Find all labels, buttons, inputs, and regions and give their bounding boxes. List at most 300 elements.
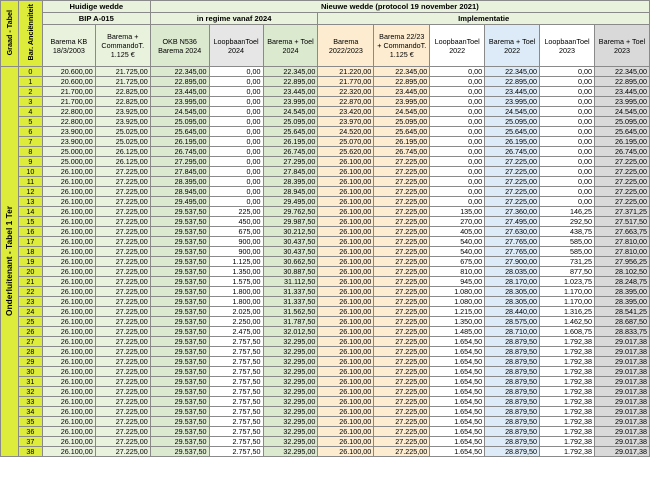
barema-toel-2024-cell[interactable]: 31.337,50 xyxy=(263,287,318,297)
barema-commandot-cell[interactable]: 27.225,00 xyxy=(95,267,150,277)
barema-kb-2003-cell[interactable]: 26.100,00 xyxy=(42,357,95,367)
loopbaantoel-2023-cell[interactable]: 0,00 xyxy=(540,97,595,107)
barema-toel-2023-cell[interactable]: 27.810,00 xyxy=(595,247,650,257)
loopbaantoel-2022-cell[interactable]: 0,00 xyxy=(430,147,485,157)
anciennity-cell[interactable]: 31 xyxy=(18,377,42,387)
barema-kb-2003-cell[interactable]: 26.100,00 xyxy=(42,217,95,227)
loopbaantoel-2022-cell[interactable]: 0,00 xyxy=(430,107,485,117)
anciennity-cell[interactable]: 26 xyxy=(18,327,42,337)
loopbaantoel-2022-cell[interactable]: 1.350,00 xyxy=(430,317,485,327)
barema-toel-2024-cell[interactable]: 28.945,00 xyxy=(263,187,318,197)
loopbaantoel-2024-cell[interactable]: 2.250,00 xyxy=(209,317,263,327)
barema-toel-2023-cell[interactable]: 29.017,38 xyxy=(595,357,650,367)
loopbaantoel-2023-cell[interactable]: 1.792,38 xyxy=(540,397,595,407)
okb-barema-2024-cell[interactable]: 29.537,50 xyxy=(150,327,209,337)
barema-toel-2024-cell[interactable]: 32.295,00 xyxy=(263,377,318,387)
loopbaantoel-2024-cell[interactable]: 2.757,50 xyxy=(209,367,263,377)
barema-toel-2024-cell[interactable]: 32.295,00 xyxy=(263,437,318,447)
barema-toel-2024-cell[interactable]: 32.295,00 xyxy=(263,447,318,457)
barema-22-23-commandot-cell[interactable]: 27.225,00 xyxy=(374,217,430,227)
implementation-header[interactable]: Implementatie xyxy=(318,13,650,25)
loopbaantoel-2024-cell[interactable]: 225,00 xyxy=(209,207,263,217)
barema-commandot-cell[interactable]: 27.225,00 xyxy=(95,247,150,257)
loopbaantoel-2022-cell[interactable]: 1.654,50 xyxy=(430,447,485,457)
barema-2022-2023-cell[interactable]: 21.220,00 xyxy=(318,67,374,77)
loopbaantoel-2022-cell[interactable]: 1.080,00 xyxy=(430,297,485,307)
okb-barema-2024-cell[interactable]: 23.995,00 xyxy=(150,97,209,107)
loopbaantoel-2022-cell[interactable]: 1.654,50 xyxy=(430,377,485,387)
barema-toel-2023-cell[interactable]: 23.995,00 xyxy=(595,97,650,107)
barema-commandot-cell[interactable]: 22.825,00 xyxy=(95,97,150,107)
barema-toel-2024-cell[interactable]: 26.195,00 xyxy=(263,137,318,147)
barema-22-23-commandot-cell[interactable]: 27.225,00 xyxy=(374,427,430,437)
barema-commandot-cell[interactable]: 21.725,00 xyxy=(95,67,150,77)
barema-toel-2022-cell[interactable]: 28.879,50 xyxy=(485,417,540,427)
barema-22-23-commandot-cell[interactable]: 27.225,00 xyxy=(374,187,430,197)
barema-22-23-commandot-cell[interactable]: 22.345,00 xyxy=(374,67,430,77)
barema-kb-2003-cell[interactable]: 26.100,00 xyxy=(42,387,95,397)
barema-22-23-commandot-cell[interactable]: 27.225,00 xyxy=(374,177,430,187)
barema-toel-2023-cell[interactable]: 29.017,38 xyxy=(595,407,650,417)
new-pay-header[interactable]: Nieuwe wedde (protocol 19 november 2021) xyxy=(150,1,649,13)
loopbaantoel-2023-cell[interactable]: 1.792,38 xyxy=(540,377,595,387)
loopbaantoel-2022-cell[interactable]: 405,00 xyxy=(430,227,485,237)
barema-toel-2023-cell[interactable]: 28.102,50 xyxy=(595,267,650,277)
barema-commandot-cell[interactable]: 27.225,00 xyxy=(95,417,150,427)
barema-2022-2023-cell[interactable]: 26.100,00 xyxy=(318,167,374,177)
loopbaantoel-2023-cell[interactable]: 1.608,75 xyxy=(540,327,595,337)
okb-barema-2024-cell[interactable]: 29.495,00 xyxy=(150,197,209,207)
barema-toel-2023-cell[interactable]: 28.833,75 xyxy=(595,327,650,337)
anciennity-cell[interactable]: 22 xyxy=(18,287,42,297)
loopbaantoel-2022-cell[interactable]: 0,00 xyxy=(430,167,485,177)
loopbaantoel-2023-cell[interactable]: 0,00 xyxy=(540,197,595,207)
loopbaantoel-2023-cell[interactable]: 1.792,38 xyxy=(540,407,595,417)
barema-toel-2022-cell[interactable]: 27.225,00 xyxy=(485,187,540,197)
barema-toel-2022-cell[interactable]: 23.445,00 xyxy=(485,87,540,97)
barema-toel-2023-cell[interactable]: 27.225,00 xyxy=(595,197,650,207)
okb-barema-2024-cell[interactable]: 28.945,00 xyxy=(150,187,209,197)
barema-toel-2023-cell[interactable]: 29.017,38 xyxy=(595,427,650,437)
barema-toel-2023-cell[interactable]: 26.195,00 xyxy=(595,137,650,147)
loopbaantoel-2024-cell[interactable]: 2.475,00 xyxy=(209,327,263,337)
okb-barema-2024-cell[interactable]: 29.537,50 xyxy=(150,277,209,287)
loopbaantoel-2022-cell[interactable]: 1.654,50 xyxy=(430,347,485,357)
barema-2022-2023-cell[interactable]: 26.100,00 xyxy=(318,417,374,427)
okb-barema-2024-cell[interactable]: 24.545,00 xyxy=(150,107,209,117)
barema-commandot-cell[interactable]: 27.225,00 xyxy=(95,287,150,297)
anciennity-cell[interactable]: 38 xyxy=(18,447,42,457)
anciennity-cell[interactable]: 35 xyxy=(18,417,42,427)
barema-toel-2024-cell[interactable]: 32.295,00 xyxy=(263,367,318,377)
loopbaantoel-2022-cell[interactable]: 1.654,50 xyxy=(430,337,485,347)
barema-22-23-commandot-cell[interactable]: 27.225,00 xyxy=(374,207,430,217)
barema-toel-2022-cell[interactable]: 27.225,00 xyxy=(485,167,540,177)
barema-toel-2023-cell[interactable]: 27.225,00 xyxy=(595,177,650,187)
regime-header[interactable]: in regime vanaf 2024 xyxy=(150,13,318,25)
barema-2022-2023-cell[interactable]: 26.100,00 xyxy=(318,347,374,357)
anciennity-cell[interactable]: 37 xyxy=(18,437,42,447)
barema-toel-2024-cell[interactable]: 25.095,00 xyxy=(263,117,318,127)
anciennity-header-cell[interactable] xyxy=(18,1,42,67)
barema-toel-2024-cell[interactable]: 31.112,50 xyxy=(263,277,318,287)
barema-kb-2003-cell[interactable]: 26.100,00 xyxy=(42,407,95,417)
loopbaantoel-2023-cell[interactable]: 438,75 xyxy=(540,227,595,237)
okb-barema-2024-cell[interactable]: 29.537,50 xyxy=(150,287,209,297)
loopbaantoel-2024-cell[interactable]: 1.800,00 xyxy=(209,287,263,297)
loopbaantoel-2022-cell[interactable]: 1.654,50 xyxy=(430,437,485,447)
loopbaantoel-2022-cell[interactable]: 0,00 xyxy=(430,127,485,137)
barema-toel-2022-cell[interactable]: 25.095,00 xyxy=(485,117,540,127)
barema-kb-2003-cell[interactable]: 26.100,00 xyxy=(42,247,95,257)
barema-commandot-cell[interactable]: 27.225,00 xyxy=(95,327,150,337)
barema-commandot-cell[interactable]: 27.225,00 xyxy=(95,277,150,287)
barema-commandot-cell[interactable]: 27.225,00 xyxy=(95,217,150,227)
barema-toel-2023-cell[interactable]: 22.345,00 xyxy=(595,67,650,77)
barema-kb-2003-cell[interactable]: 26.100,00 xyxy=(42,317,95,327)
barema-toel-2023-cell[interactable]: 23.445,00 xyxy=(595,87,650,97)
okb-barema-2024-cell[interactable]: 29.537,50 xyxy=(150,227,209,237)
loopbaantoel-2023-cell[interactable]: 585,00 xyxy=(540,237,595,247)
barema-2022-2023-cell[interactable]: 26.100,00 xyxy=(318,377,374,387)
barema-toel-2023-cell[interactable]: 28.395,00 xyxy=(595,297,650,307)
loopbaantoel-2022-cell[interactable]: 1.654,50 xyxy=(430,397,485,407)
anciennity-cell[interactable]: 24 xyxy=(18,307,42,317)
barema-kb-2003-cell[interactable]: 25.000,00 xyxy=(42,147,95,157)
loopbaantoel-2023-cell[interactable]: 0,00 xyxy=(540,167,595,177)
barema-22-23-commandot-cell[interactable]: 27.225,00 xyxy=(374,237,430,247)
barema-toel-2022-cell[interactable]: 28.879,50 xyxy=(485,387,540,397)
barema-2022-2023-cell[interactable]: 22.320,00 xyxy=(318,87,374,97)
barema-toel-2024-cell[interactable]: 22.345,00 xyxy=(263,67,318,77)
barema-toel-2023-cell[interactable]: 29.017,38 xyxy=(595,387,650,397)
barema-kb-2003-cell[interactable]: 26.100,00 xyxy=(42,367,95,377)
loopbaantoel-2023-cell[interactable]: 1.792,38 xyxy=(540,447,595,457)
column-header-barema-toel-2024[interactable]: Barema + Toel 2024 xyxy=(263,25,318,67)
okb-barema-2024-cell[interactable]: 22.345,00 xyxy=(150,67,209,77)
barema-2022-2023-cell[interactable]: 26.100,00 xyxy=(318,237,374,247)
barema-toel-2024-cell[interactable]: 31.337,50 xyxy=(263,297,318,307)
okb-barema-2024-cell[interactable]: 29.537,50 xyxy=(150,267,209,277)
loopbaantoel-2023-cell[interactable]: 0,00 xyxy=(540,87,595,97)
loopbaantoel-2023-cell[interactable]: 1.792,38 xyxy=(540,347,595,357)
barema-22-23-commandot-cell[interactable]: 27.225,00 xyxy=(374,247,430,257)
barema-22-23-commandot-cell[interactable]: 27.225,00 xyxy=(374,327,430,337)
barema-22-23-commandot-cell[interactable]: 27.225,00 xyxy=(374,387,430,397)
grade-header-cell[interactable] xyxy=(1,1,19,67)
barema-kb-2003-cell[interactable]: 26.100,00 xyxy=(42,347,95,357)
anciennity-cell[interactable]: 28 xyxy=(18,347,42,357)
loopbaantoel-2022-cell[interactable]: 1.654,50 xyxy=(430,427,485,437)
loopbaantoel-2024-cell[interactable]: 1.800,00 xyxy=(209,297,263,307)
barema-toel-2022-cell[interactable]: 22.895,00 xyxy=(485,77,540,87)
barema-toel-2023-cell[interactable]: 29.017,38 xyxy=(595,437,650,447)
barema-commandot-cell[interactable]: 27.225,00 xyxy=(95,447,150,457)
loopbaantoel-2024-cell[interactable]: 2.757,50 xyxy=(209,357,263,367)
loopbaantoel-2024-cell[interactable]: 2.757,50 xyxy=(209,337,263,347)
loopbaantoel-2024-cell[interactable]: 0,00 xyxy=(209,77,263,87)
barema-commandot-cell[interactable]: 27.225,00 xyxy=(95,357,150,367)
barema-toel-2022-cell[interactable]: 28.879,50 xyxy=(485,377,540,387)
loopbaantoel-2022-cell[interactable]: 1.654,50 xyxy=(430,387,485,397)
loopbaantoel-2024-cell[interactable]: 0,00 xyxy=(209,97,263,107)
anciennity-cell[interactable]: 25 xyxy=(18,317,42,327)
barema-22-23-commandot-cell[interactable]: 27.225,00 xyxy=(374,267,430,277)
barema-toel-2022-cell[interactable]: 28.879,50 xyxy=(485,407,540,417)
loopbaantoel-2023-cell[interactable]: 0,00 xyxy=(540,157,595,167)
okb-barema-2024-cell[interactable]: 29.537,50 xyxy=(150,247,209,257)
barema-toel-2022-cell[interactable]: 28.879,50 xyxy=(485,367,540,377)
barema-toel-2022-cell[interactable]: 28.879,50 xyxy=(485,337,540,347)
barema-toel-2022-cell[interactable]: 28.575,00 xyxy=(485,317,540,327)
barema-toel-2022-cell[interactable]: 22.345,00 xyxy=(485,67,540,77)
barema-kb-2003-cell[interactable]: 26.100,00 xyxy=(42,237,95,247)
barema-commandot-cell[interactable]: 27.225,00 xyxy=(95,177,150,187)
anciennity-cell[interactable]: 18 xyxy=(18,247,42,257)
loopbaantoel-2022-cell[interactable]: 135,00 xyxy=(430,207,485,217)
barema-toel-2023-cell[interactable]: 27.225,00 xyxy=(595,157,650,167)
loopbaantoel-2023-cell[interactable]: 1.792,38 xyxy=(540,367,595,377)
loopbaantoel-2024-cell[interactable]: 0,00 xyxy=(209,67,263,77)
barema-toel-2023-cell[interactable]: 29.017,38 xyxy=(595,417,650,427)
barema-toel-2022-cell[interactable]: 28.305,00 xyxy=(485,297,540,307)
barema-22-23-commandot-cell[interactable]: 27.225,00 xyxy=(374,307,430,317)
okb-barema-2024-cell[interactable]: 29.537,50 xyxy=(150,367,209,377)
barema-toel-2022-cell[interactable]: 27.495,00 xyxy=(485,217,540,227)
loopbaantoel-2024-cell[interactable]: 0,00 xyxy=(209,187,263,197)
loopbaantoel-2024-cell[interactable]: 0,00 xyxy=(209,137,263,147)
barema-kb-2003-cell[interactable]: 21.700,00 xyxy=(42,87,95,97)
barema-commandot-cell[interactable]: 27.225,00 xyxy=(95,387,150,397)
loopbaantoel-2022-cell[interactable]: 540,00 xyxy=(430,247,485,257)
barema-22-23-commandot-cell[interactable]: 22.895,00 xyxy=(374,77,430,87)
anciennity-cell[interactable]: 30 xyxy=(18,367,42,377)
barema-toel-2022-cell[interactable]: 28.035,00 xyxy=(485,267,540,277)
barema-toel-2022-cell[interactable]: 28.710,00 xyxy=(485,327,540,337)
barema-2022-2023-cell[interactable]: 23.420,00 xyxy=(318,107,374,117)
barema-toel-2023-cell[interactable]: 28.541,25 xyxy=(595,307,650,317)
okb-barema-2024-cell[interactable]: 29.537,50 xyxy=(150,387,209,397)
barema-toel-2022-cell[interactable]: 28.305,00 xyxy=(485,287,540,297)
barema-22-23-commandot-cell[interactable]: 27.225,00 xyxy=(374,167,430,177)
barema-2022-2023-cell[interactable]: 26.100,00 xyxy=(318,337,374,347)
okb-barema-2024-cell[interactable]: 29.537,50 xyxy=(150,297,209,307)
barema-22-23-commandot-cell[interactable]: 23.995,00 xyxy=(374,97,430,107)
barema-toel-2023-cell[interactable]: 24.545,00 xyxy=(595,107,650,117)
barema-commandot-cell[interactable]: 27.225,00 xyxy=(95,207,150,217)
barema-toel-2024-cell[interactable]: 31.787,50 xyxy=(263,317,318,327)
loopbaantoel-2024-cell[interactable]: 0,00 xyxy=(209,157,263,167)
loopbaantoel-2024-cell[interactable]: 0,00 xyxy=(209,177,263,187)
barema-toel-2022-cell[interactable]: 28.879,50 xyxy=(485,347,540,357)
barema-kb-2003-cell[interactable]: 26.100,00 xyxy=(42,337,95,347)
barema-2022-2023-cell[interactable]: 26.100,00 xyxy=(318,227,374,237)
barema-toel-2023-cell[interactable]: 26.745,00 xyxy=(595,147,650,157)
barema-kb-2003-cell[interactable]: 20.600,00 xyxy=(42,77,95,87)
okb-barema-2024-cell[interactable]: 29.537,50 xyxy=(150,307,209,317)
barema-2022-2023-cell[interactable]: 26.100,00 xyxy=(318,217,374,227)
loopbaantoel-2024-cell[interactable]: 2.757,50 xyxy=(209,447,263,457)
barema-toel-2023-cell[interactable]: 28.687,50 xyxy=(595,317,650,327)
loopbaantoel-2022-cell[interactable]: 675,00 xyxy=(430,257,485,267)
barema-toel-2024-cell[interactable]: 28.395,00 xyxy=(263,177,318,187)
barema-kb-2003-cell[interactable]: 26.100,00 xyxy=(42,277,95,287)
okb-barema-2024-cell[interactable]: 29.537,50 xyxy=(150,417,209,427)
barema-kb-2003-cell[interactable]: 26.100,00 xyxy=(42,197,95,207)
barema-2022-2023-cell[interactable]: 26.100,00 xyxy=(318,387,374,397)
okb-barema-2024-cell[interactable]: 26.745,00 xyxy=(150,147,209,157)
okb-barema-2024-cell[interactable]: 27.845,00 xyxy=(150,167,209,177)
barema-toel-2024-cell[interactable]: 25.645,00 xyxy=(263,127,318,137)
okb-barema-2024-cell[interactable]: 29.537,50 xyxy=(150,317,209,327)
barema-22-23-commandot-cell[interactable]: 27.225,00 xyxy=(374,257,430,267)
barema-toel-2023-cell[interactable]: 25.095,00 xyxy=(595,117,650,127)
barema-toel-2023-cell[interactable]: 27.517,50 xyxy=(595,217,650,227)
anciennity-cell[interactable]: 13 xyxy=(18,197,42,207)
loopbaantoel-2023-cell[interactable]: 1.023,75 xyxy=(540,277,595,287)
anciennity-cell[interactable]: 27 xyxy=(18,337,42,347)
barema-kb-2003-cell[interactable]: 26.100,00 xyxy=(42,397,95,407)
barema-toel-2024-cell[interactable]: 32.295,00 xyxy=(263,397,318,407)
loopbaantoel-2024-cell[interactable]: 900,00 xyxy=(209,237,263,247)
barema-2022-2023-cell[interactable]: 26.100,00 xyxy=(318,437,374,447)
barema-toel-2023-cell[interactable]: 27.371,25 xyxy=(595,207,650,217)
barema-toel-2022-cell[interactable]: 26.745,00 xyxy=(485,147,540,157)
barema-toel-2024-cell[interactable]: 32.295,00 xyxy=(263,357,318,367)
barema-2022-2023-cell[interactable]: 26.100,00 xyxy=(318,367,374,377)
okb-barema-2024-cell[interactable]: 29.537,50 xyxy=(150,347,209,357)
loopbaantoel-2024-cell[interactable]: 2.757,50 xyxy=(209,417,263,427)
okb-barema-2024-cell[interactable]: 28.395,00 xyxy=(150,177,209,187)
barema-toel-2023-cell[interactable]: 27.663,75 xyxy=(595,227,650,237)
barema-kb-2003-cell[interactable]: 26.100,00 xyxy=(42,297,95,307)
column-header-loopbaantoel-2024[interactable]: LoopbaanToel 2024 xyxy=(209,25,263,67)
barema-2022-2023-cell[interactable]: 26.100,00 xyxy=(318,267,374,277)
loopbaantoel-2022-cell[interactable]: 270,00 xyxy=(430,217,485,227)
loopbaantoel-2022-cell[interactable]: 0,00 xyxy=(430,157,485,167)
barema-toel-2024-cell[interactable]: 30.437,50 xyxy=(263,247,318,257)
barema-toel-2022-cell[interactable]: 26.195,00 xyxy=(485,137,540,147)
column-header-barema-toel-2023[interactable]: Barema + Toel 2023 xyxy=(595,25,650,67)
barema-22-23-commandot-cell[interactable]: 27.225,00 xyxy=(374,317,430,327)
barema-toel-2023-cell[interactable]: 29.017,38 xyxy=(595,397,650,407)
barema-toel-2024-cell[interactable]: 26.745,00 xyxy=(263,147,318,157)
loopbaantoel-2022-cell[interactable]: 0,00 xyxy=(430,177,485,187)
anciennity-cell[interactable]: 19 xyxy=(18,257,42,267)
barema-toel-2024-cell[interactable]: 27.295,00 xyxy=(263,157,318,167)
anciennity-cell[interactable]: 1 xyxy=(18,77,42,87)
barema-toel-2024-cell[interactable]: 32.295,00 xyxy=(263,387,318,397)
barema-toel-2022-cell[interactable]: 27.225,00 xyxy=(485,157,540,167)
okb-barema-2024-cell[interactable]: 26.195,00 xyxy=(150,137,209,147)
barema-2022-2023-cell[interactable]: 26.100,00 xyxy=(318,197,374,207)
barema-commandot-cell[interactable]: 27.225,00 xyxy=(95,257,150,267)
barema-2022-2023-cell[interactable]: 26.100,00 xyxy=(318,357,374,367)
barema-toel-2023-cell[interactable]: 27.225,00 xyxy=(595,187,650,197)
barema-22-23-commandot-cell[interactable]: 27.225,00 xyxy=(374,157,430,167)
barema-commandot-cell[interactable]: 23.925,00 xyxy=(95,107,150,117)
loopbaantoel-2022-cell[interactable]: 540,00 xyxy=(430,237,485,247)
barema-2022-2023-cell[interactable]: 26.100,00 xyxy=(318,447,374,457)
barema-22-23-commandot-cell[interactable]: 27.225,00 xyxy=(374,417,430,427)
barema-22-23-commandot-cell[interactable]: 24.545,00 xyxy=(374,107,430,117)
loopbaantoel-2023-cell[interactable]: 1.792,38 xyxy=(540,437,595,447)
barema-2022-2023-cell[interactable]: 22.870,00 xyxy=(318,97,374,107)
barema-2022-2023-cell[interactable]: 26.100,00 xyxy=(318,177,374,187)
barema-22-23-commandot-cell[interactable]: 27.225,00 xyxy=(374,227,430,237)
loopbaantoel-2022-cell[interactable]: 0,00 xyxy=(430,87,485,97)
loopbaantoel-2023-cell[interactable]: 1.792,38 xyxy=(540,427,595,437)
barema-toel-2024-cell[interactable]: 32.012,50 xyxy=(263,327,318,337)
loopbaantoel-2022-cell[interactable]: 0,00 xyxy=(430,67,485,77)
anciennity-cell[interactable]: 29 xyxy=(18,357,42,367)
barema-commandot-cell[interactable]: 25.025,00 xyxy=(95,137,150,147)
loopbaantoel-2022-cell[interactable]: 0,00 xyxy=(430,187,485,197)
anciennity-cell[interactable]: 4 xyxy=(18,107,42,117)
barema-kb-2003-cell[interactable]: 26.100,00 xyxy=(42,447,95,457)
okb-barema-2024-cell[interactable]: 25.095,00 xyxy=(150,117,209,127)
loopbaantoel-2023-cell[interactable]: 0,00 xyxy=(540,107,595,117)
barema-commandot-cell[interactable]: 25.025,00 xyxy=(95,127,150,137)
anciennity-cell[interactable]: 5 xyxy=(18,117,42,127)
anciennity-cell[interactable]: 20 xyxy=(18,267,42,277)
anciennity-cell[interactable]: 33 xyxy=(18,397,42,407)
anciennity-cell[interactable]: 7 xyxy=(18,137,42,147)
loopbaantoel-2023-cell[interactable]: 1.170,00 xyxy=(540,297,595,307)
barema-22-23-commandot-cell[interactable]: 27.225,00 xyxy=(374,337,430,347)
barema-toel-2024-cell[interactable]: 29.762,50 xyxy=(263,207,318,217)
loopbaantoel-2023-cell[interactable]: 585,00 xyxy=(540,247,595,257)
okb-barema-2024-cell[interactable]: 29.537,50 xyxy=(150,447,209,457)
okb-barema-2024-cell[interactable]: 29.537,50 xyxy=(150,207,209,217)
anciennity-cell[interactable]: 10 xyxy=(18,167,42,177)
barema-toel-2023-cell[interactable]: 28.395,00 xyxy=(595,287,650,297)
loopbaantoel-2024-cell[interactable]: 2.757,50 xyxy=(209,387,263,397)
barema-toel-2022-cell[interactable]: 27.630,00 xyxy=(485,227,540,237)
barema-2022-2023-cell[interactable]: 25.070,00 xyxy=(318,137,374,147)
barema-kb-2003-cell[interactable]: 26.100,00 xyxy=(42,377,95,387)
barema-2022-2023-cell[interactable]: 26.100,00 xyxy=(318,407,374,417)
loopbaantoel-2022-cell[interactable]: 0,00 xyxy=(430,117,485,127)
loopbaantoel-2023-cell[interactable]: 146,25 xyxy=(540,207,595,217)
barema-toel-2024-cell[interactable]: 23.995,00 xyxy=(263,97,318,107)
barema-toel-2022-cell[interactable]: 25.645,00 xyxy=(485,127,540,137)
column-header-barema-toel-2022[interactable]: Barema + Toel 2022 xyxy=(485,25,540,67)
barema-toel-2022-cell[interactable]: 27.225,00 xyxy=(485,197,540,207)
okb-barema-2024-cell[interactable]: 29.537,50 xyxy=(150,237,209,247)
column-header-loopbaantoel-2023[interactable]: LoopbaanToel 2023 xyxy=(540,25,595,67)
barema-kb-2003-cell[interactable]: 23.900,00 xyxy=(42,127,95,137)
loopbaantoel-2023-cell[interactable]: 1.792,38 xyxy=(540,387,595,397)
barema-kb-2003-cell[interactable]: 26.100,00 xyxy=(42,327,95,337)
barema-kb-2003-cell[interactable]: 26.100,00 xyxy=(42,437,95,447)
barema-22-23-commandot-cell[interactable]: 27.225,00 xyxy=(374,197,430,207)
loopbaantoel-2023-cell[interactable]: 0,00 xyxy=(540,177,595,187)
barema-2022-2023-cell[interactable]: 26.100,00 xyxy=(318,247,374,257)
loopbaantoel-2024-cell[interactable]: 1.125,00 xyxy=(209,257,263,267)
anciennity-cell[interactable]: 2 xyxy=(18,87,42,97)
barema-toel-2024-cell[interactable]: 32.295,00 xyxy=(263,337,318,347)
barema-commandot-cell[interactable]: 22.825,00 xyxy=(95,87,150,97)
anciennity-cell[interactable]: 14 xyxy=(18,207,42,217)
barema-toel-2024-cell[interactable]: 30.437,50 xyxy=(263,237,318,247)
barema-kb-2003-cell[interactable]: 25.000,00 xyxy=(42,157,95,167)
loopbaantoel-2023-cell[interactable]: 877,50 xyxy=(540,267,595,277)
current-pay-header[interactable]: Huidige wedde xyxy=(42,1,150,13)
barema-toel-2023-cell[interactable]: 29.017,38 xyxy=(595,367,650,377)
barema-commandot-cell[interactable]: 27.225,00 xyxy=(95,197,150,207)
barema-kb-2003-cell[interactable]: 26.100,00 xyxy=(42,177,95,187)
